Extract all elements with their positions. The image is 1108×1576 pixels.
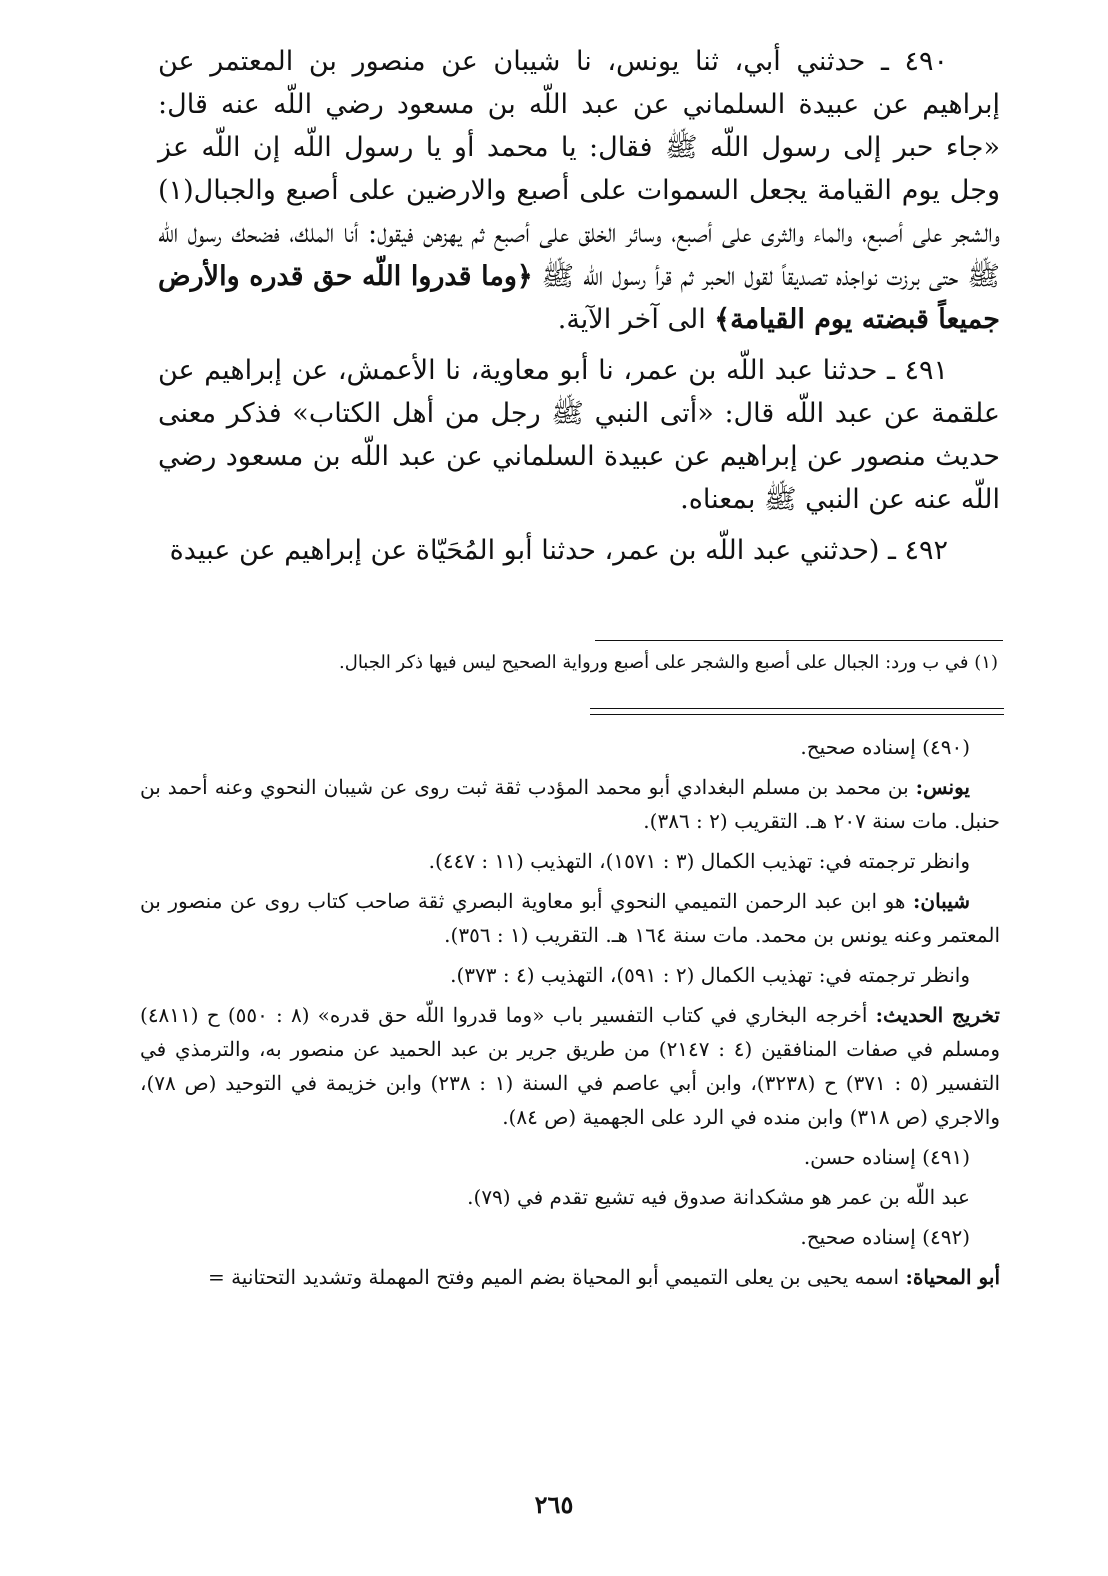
- footnote-1: (١) في ب ورد: الجبال على أصبع والشجر على أصبع ورواية الصحيح ليس فيها ذكر الجبال.: [339, 652, 998, 673]
- hadith-490-end: الى آخر الآية.: [557, 304, 706, 335]
- note-shayban: [140, 884, 1000, 952]
- note-shayban-ref: وانظر ترجمته في: تهذيب الكمال (٢ : ٥٩١)، التهذيب (٤ : ٣٧٣).: [450, 963, 970, 987]
- note-491-heading: (٤٩١) إسناده حسن.: [803, 1145, 970, 1169]
- note-yunus-label: يونس:: [915, 775, 970, 799]
- note-yunus-text: بن محمد بن مسلم البغدادي أبو محمد المؤدب ثقة ثبت روى عن شيبان النحوي وعنه أحمد بن حنبل. مات سنة ٢٠٧ هـ. التقريب (٢ : ٣٨٦).: [140, 775, 1000, 833]
- note-yunus-ref: وانظر ترجمته في: تهذيب الكمال (٣ : ١٥٧١)، التهذيب (١١ : ٤٤٧).: [428, 849, 970, 873]
- commentary: [140, 730, 1000, 1300]
- double-rule-bottom: [590, 714, 1004, 715]
- hadith-492: ٤٩٢ ـ (حدثني عبد اللّه بن عمر، حدثنا أبو المُحَيّاة عن إبراهيم عن عبيدة: [169, 535, 948, 566]
- note-muhayya-label: أبو المحياة:: [905, 1265, 1000, 1289]
- footnote-divider: [595, 640, 1003, 641]
- note-491-text: عبد اللّه بن عمر هو مشكدانة صدوق فيه تشيع تقدم في (٧٩).: [467, 1185, 970, 1209]
- note-490-heading: (٤٩٠) إسناده صحيح.: [800, 735, 970, 759]
- note-takhrij: [140, 998, 1000, 1134]
- hadith-490: [158, 40, 1000, 341]
- note-muhayya-text: اسمه يحيى بن يعلى التميمي أبو المحياة بضم الميم وفتح المهملة وتشديد التحتانية =: [207, 1265, 900, 1289]
- page-number: ٢٦٥: [534, 1490, 574, 1519]
- hadith-491: ٤٩١ ـ حدثنا عبد اللّه بن عمر، نا أبو معاوية، نا الأعمش، عن إبراهيم عن علقمة عن عبد اللّه قال: «أتى النبي ﷺ رجل من أهل الكتاب» فذكر معنى حديث منصور عن إبراهيم عن عبيدة السلماني عن عبد اللّه بن مسعود رضي اللّه عنه عن النبي ﷺ بمعناه.: [158, 355, 1000, 515]
- note-takhrij-label: تخريج الحديث:: [875, 1003, 1001, 1027]
- note-takhrij-text: أخرجه البخاري في كتاب التفسير باب «وما قدروا اللّه حق قدره» (٨ : ٥٥٠) ح (٤٨١١) ومسلم في صفات المنافقين (٤ : ٢١٤٧) من طريق جرير بن عبد الحميد عن منصور به، والترمذي في التفسير (٥ : ٣٧١) ح (٣٢٣٨)، وابن أبي عاصم في السنة (١ : ٢٣٨) وابن خزيمة في التوحيد (ص ٧٨)، والاجري (ص ٣١٨) وابن منده في الرد على الجهمية (ص ٨٤).: [140, 1003, 1001, 1129]
- hadith-490-text: ٤٩٠ ـ حدثني أبي، ثنا يونس، نا شيبان عن منصور بن المعتمر عن إبراهيم عن عبيدة السلماني عن عبد اللّه بن مسعود رضي اللّه عنه قال: «جاء حبر إلى رسول اللّه ﷺ فقال: يا محمد أو يا رسول اللّه إن اللّه عز وجل يوم القيامة يجعل السموات على أصبع والارضين على أصبع والجبال(١) والشجر على أصبع، والماء والثرى على أصبع، وسائر الخلق على أصبع ثم يهزهن فيقول: أنا الملك، فضحك رسول اللّه ﷺ حتى برزت نواجذه تصديقاً لقول الحبر ثم قرأ رسول اللّه ﷺ: [158, 46, 1000, 292]
- note-yunus: [140, 770, 1000, 838]
- double-rule-top: [590, 708, 1004, 709]
- main-text: [158, 40, 1000, 580]
- note-shayban-text: هو ابن عبد الرحمن التميمي النحوي أبو معاوية البصري ثقة صاحب كتاب روى عن منصور بن المعتمر وعنه يونس بن محمد. مات سنة ١٦٤ هـ. التقريب (١ : ٣٥٦).: [140, 889, 1000, 947]
- note-492-heading: (٤٩٢) إسناده صحيح.: [800, 1225, 970, 1249]
- hadith-490-verse: ﴿وما قدروا اللّه حق قدره والأرض جميعاً قبضته يوم القيامة﴾: [158, 261, 1000, 335]
- note-muhayya: [140, 1260, 1000, 1294]
- note-shayban-label: شيبان:: [913, 889, 971, 913]
